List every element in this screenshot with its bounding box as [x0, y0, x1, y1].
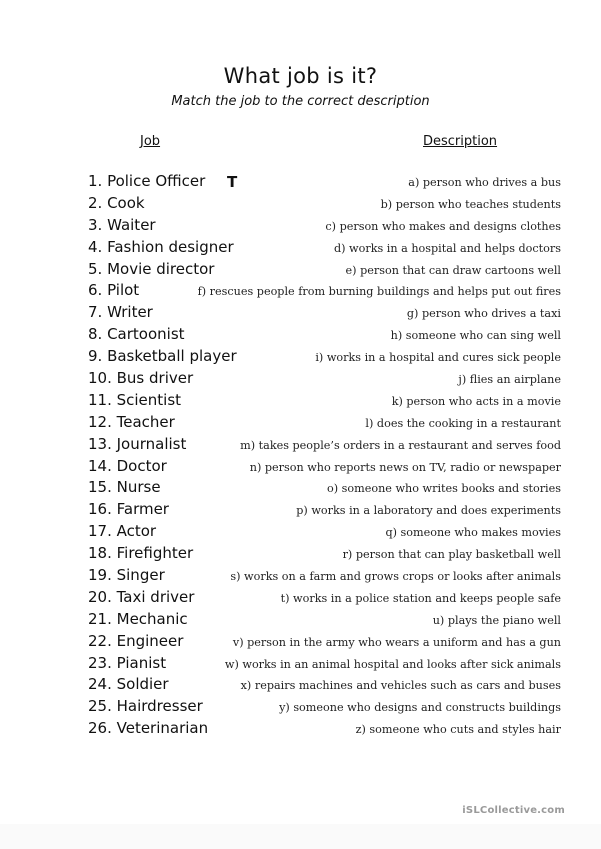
description-item: y) someone who designs and constructs buildings	[279, 701, 561, 715]
description-item: h) someone who can sing well	[390, 329, 561, 343]
job-item: 5. Movie director	[88, 259, 215, 278]
description-item: p) works in a laboratory and does experiments	[296, 504, 561, 518]
description-item: u) plays the piano well	[432, 613, 561, 627]
description-list	[198, 172, 561, 741]
description-item: i) works in a hospital and cures sick people	[315, 351, 561, 365]
description-column-header: Description	[423, 134, 498, 149]
job-item: 20. Taxi driver	[88, 587, 195, 606]
description-item: x) repairs machines and vehicles such as cars and buses	[240, 679, 561, 693]
description-item: q) someone who makes movies	[385, 526, 561, 540]
job-item: 24. Soldier	[88, 675, 169, 694]
description-item: t) works in a police station and keeps people safe	[280, 591, 561, 605]
job-item: 13. Journalist	[88, 434, 187, 453]
job-item: 15. Nurse	[88, 478, 161, 497]
job-item: 1. Police Officer	[88, 172, 206, 190]
job-item: 12. Teacher	[88, 412, 175, 431]
description-item: v) person in the army who wears a uniform and has a gun	[232, 635, 561, 649]
description-item: z) someone who cuts and styles hair	[355, 723, 561, 737]
description-item: b) person who teaches students	[380, 197, 561, 211]
job-item: 14. Doctor	[88, 456, 167, 475]
job-item: 26. Veterinarian	[88, 719, 209, 738]
description-item: m) takes people’s orders in a restaurant and serves food	[240, 438, 561, 452]
description-item: f) rescues people from burning buildings and helps put out fires	[197, 285, 561, 299]
description-item: g) person who drives a taxi	[406, 307, 561, 321]
job-item: 4. Fashion designer	[88, 237, 234, 256]
footer-strip	[0, 824, 601, 849]
job-item: 7. Writer	[88, 303, 153, 322]
description-item: d) works in a hospital and helps doctors	[333, 241, 561, 255]
job-item: 19. Singer	[88, 566, 165, 585]
job-item: 23. Pianist	[88, 653, 167, 672]
description-item: l) does the cooking in a restaurant	[365, 416, 561, 430]
job-item: 16. Farmer	[88, 500, 169, 519]
page-subtitle: Match the job to the correct description	[171, 94, 430, 109]
job-item: 18. Firefighter	[88, 544, 194, 563]
description-item: o) someone who writes books and stories	[326, 482, 561, 496]
page-title: What job is it?	[223, 64, 378, 88]
description-item: s) works on a farm and grows crops or looks after animals	[230, 570, 561, 584]
description-item: j) flies an airplane	[458, 373, 561, 387]
job-item: 8. Cartoonist	[88, 325, 185, 344]
description-item: w) works in an animal hospital and looks after sick animals	[224, 657, 561, 671]
job-item: 21. Mechanic	[88, 609, 188, 628]
description-item: a) person who drives a bus	[408, 176, 561, 189]
description-item: n) person who reports news on TV, radio or newspaper	[249, 460, 561, 474]
job-item: 9. Basketball player	[88, 347, 237, 366]
watermark: iSLCollective.com	[462, 805, 565, 816]
description-item: c) person who makes and designs clothes	[325, 219, 561, 233]
description-item: k) person who acts in a movie	[391, 394, 561, 408]
job-item: 3. Waiter	[88, 215, 156, 234]
job-item: 2. Cook	[88, 193, 145, 212]
job-column-header: Job	[140, 134, 161, 149]
job-item: 22. Engineer	[88, 631, 184, 650]
job-item: 17. Actor	[88, 522, 157, 541]
job-item: 11. Scientist	[88, 390, 182, 409]
description-item: r) person that can play basketball well	[342, 548, 561, 562]
job-item: 6. Pilot	[88, 281, 140, 300]
description-item: e) person that can draw cartoons well	[345, 263, 561, 277]
job-item: 10. Bus driver	[88, 369, 194, 388]
job-item: 25. Hairdresser	[88, 697, 203, 716]
answer-mark: T	[227, 173, 238, 191]
